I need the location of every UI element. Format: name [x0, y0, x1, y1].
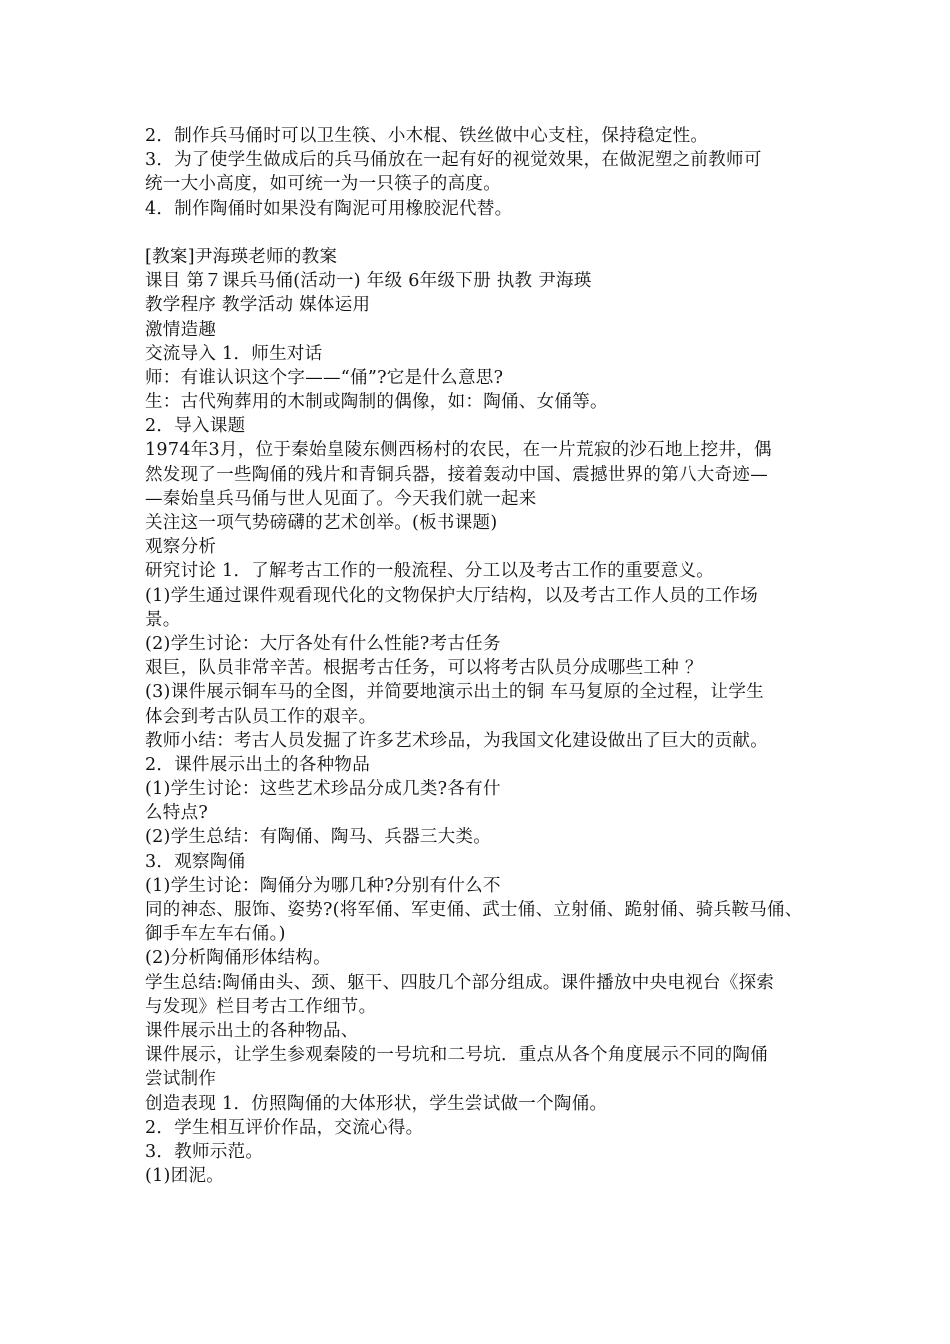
text-line: 3．教师示范。 [145, 1141, 264, 1162]
text-line: 1974年3月，位于秦始皇陵东侧西杨村的农民，在一片荒寂的沙石地上挖井，偶 [145, 440, 772, 461]
text-line: 创造表现 1．仿照陶俑的大体形状，学生尝试做一个陶俑。 [145, 1093, 608, 1114]
text-line: 然发现了一些陶俑的残片和青铜兵器，接着轰动中国、震撼世界的第八大奇迹— [145, 464, 768, 485]
text-line: (2)学生总结：有陶俑、陶马、兵器三大类。 [145, 827, 492, 848]
text-line: 2．课件展示出土的各种物品 [145, 754, 371, 775]
text-line: 2．导入课题 [145, 416, 246, 437]
text-line: 学生总结:陶俑由头、颈、躯干、四肢几个部分组成。课件播放中央电视台《探索 [145, 972, 775, 993]
document-body [145, 124, 810, 1188]
text-line: 交流导入 1．师生对话 [145, 343, 323, 364]
text-line: 3．为了使学生做成后的兵马俑放在一起有好的视觉效果，在做泥塑之前教师可 [145, 150, 762, 171]
text-line: (2)学生讨论：大厅各处有什么性能?考古任务 [145, 633, 501, 654]
blank-line [145, 221, 810, 245]
text-line: 2．制作兵马俑时可以卫生筷、小木棍、铁丝做中心支柱，保持稳定性。 [145, 126, 709, 146]
table-header-line: 教学程序 教学活动 媒体运用 [145, 295, 371, 316]
text-line: 与发现》栏目考古工作细节。 [145, 996, 377, 1017]
text-line: 统一大小高度，如可统一为一只筷子的高度。 [145, 174, 501, 195]
text-line: 么特点? [145, 803, 209, 824]
text-line: 2．学生相互评价作品，交流心得。 [145, 1117, 424, 1138]
text-line: 课件展示出土的各种物品、 [145, 1020, 359, 1041]
text-line: 尝试制作 [145, 1069, 217, 1090]
text-line: 研究讨论 1．了解考古工作的一般流程、分工以及考古工作的重要意义。 [145, 561, 715, 582]
text-line: 生：古代殉葬用的木制或陶制的偶像，如：陶俑、女俑等。 [145, 392, 608, 413]
text-line: 御手车左车右俑。) [145, 924, 286, 945]
text-line: 关注这一项气势磅礴的艺术创举。(板书课题) [145, 513, 498, 533]
text-line: (1)学生通过课件观看现代化的文物保护大厅结构，以及考古工作人员的工作场 [145, 585, 759, 606]
lesson-plan-heading: [教案]尹海瑛老师的教案 [145, 246, 338, 267]
text-line: 观察分析 [145, 537, 217, 558]
text-line: (1)团泥。 [145, 1166, 225, 1187]
text-line: 体会到考古队员工作的艰辛。 [145, 706, 377, 727]
text-line: 景。 [145, 609, 181, 630]
text-line: —秦始皇兵马俑与世人见面了。今天我们就一起来 [145, 488, 537, 509]
text-line: (1)学生讨论：陶俑分为哪几种?分别有什么不 [145, 875, 501, 896]
text-line: 艰巨，队员非常辛苦。根据考古任务，可以将考古队员分成哪些工种 ？ [145, 658, 703, 679]
text-line: 3．观察陶俑 [145, 851, 246, 872]
text-line: (2)分析陶俑形体结构。 [145, 948, 331, 969]
text-line: 课件展示，让学生参观秦陵的一号坑和二号坑．重点从各个角度展示不同的陶俑 [145, 1045, 768, 1066]
text-line: 同的神态、服饰、姿势?(将军俑、军吏俑、武士俑、立射俑、跪射俑、骑兵鞍马俑、 [145, 900, 803, 920]
text-line: 激情造趣 [145, 319, 217, 340]
text-line: 教师小结：考古人员发掘了许多艺术珍品，为我国文化建设做出了巨大的贡献。 [145, 730, 768, 751]
text-line: (3)课件展示铜车马的全图，并简要地演示出土的铜 车马复原的全过程，让学生 [145, 682, 764, 703]
text-line: (1)学生讨论：这些艺术珍品分成几类?各有什 [145, 779, 501, 800]
course-info-line: 课目 第７课兵马俑(活动一) 年级 6年级下册 执教 尹海瑛 [145, 271, 592, 292]
text-line: 师：有谁认识这个字——“俑”?它是什么意思? [145, 367, 504, 388]
text-line: 4．制作陶俑时如果没有陶泥可用橡胶泥代替。 [145, 198, 513, 219]
